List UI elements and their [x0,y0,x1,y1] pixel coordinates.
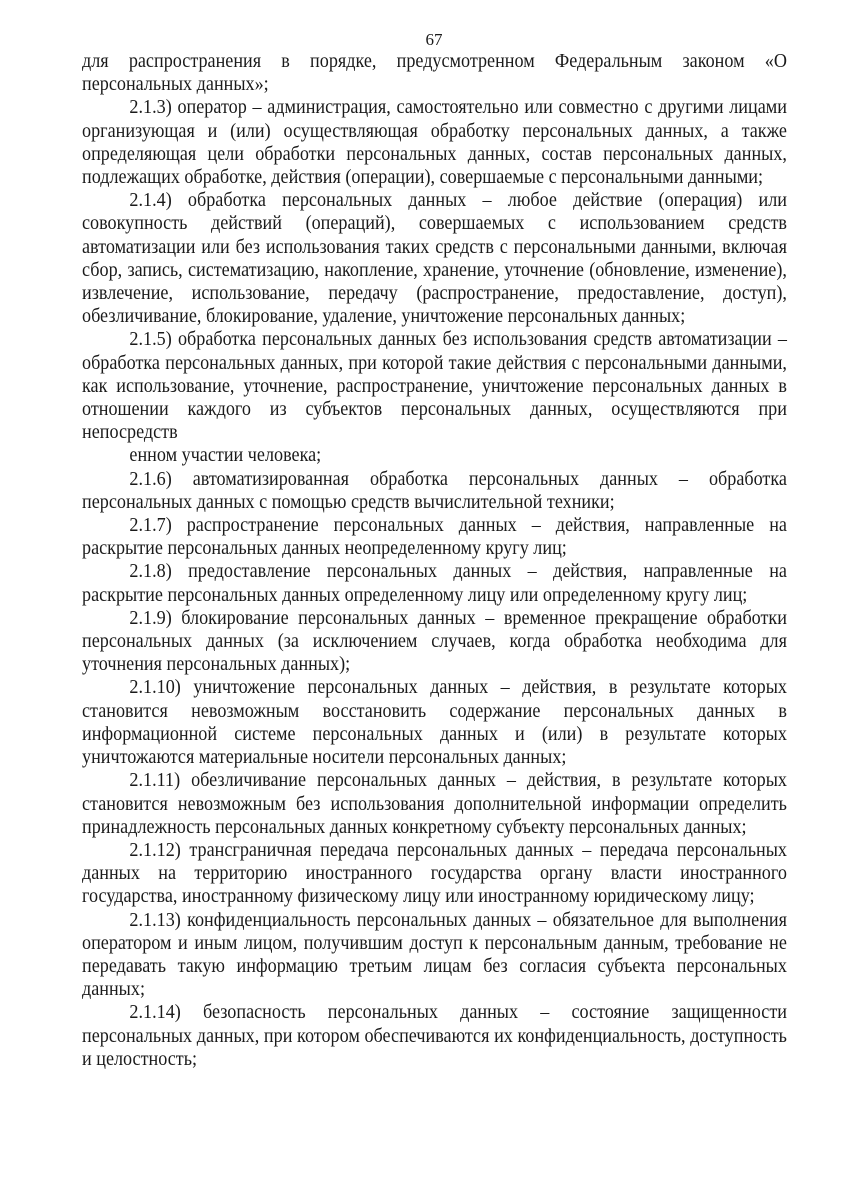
paragraph-text: обработка персональных данных – любое действие (операция) или совокупность действий (операций), совершаемых с использованием средств автоматизации или без использования таких средств с персональными данными, включая сбор, запись, систематизацию, накопление, хранение, уточнение (обновление, изменение), извлечение, использование, передачу (распространение, предоставление, доступ), обезличивание, блокирование, удаление, уничтожение персональных данных; [82,190,787,328]
definition-paragraph [82,96,787,189]
clause-number: 2.1.6) [129,468,172,490]
paragraph-text: предоставление персональных данных – действия, направленные на раскрытие персональных данных определенному лицу или определенному кругу лиц; [82,561,787,606]
definition-paragraph [82,839,787,909]
paragraph-text: конфиденциальность персональных данных – обязательное для выполнения оператором и иным лицом, получившим доступ к персональным данным, требование не передавать такую информацию третьим лицам без согласия субъекта персональных данных; [82,909,787,1001]
definition-paragraph [82,514,787,560]
definition-paragraph [82,189,787,328]
paragraph-text: оператор – администрация, самостоятельно или совместно с другими лицами организующая и (или) осуществляющая обработку персональных данных, а также определяющая цели обработки персональных данных, состав персональных данных, подлежащих обработке, действия (операции), совершаемые с персональными данными; [82,97,787,189]
clause-number: 2.1.3) [129,97,172,119]
clause-number: 2.1.7) [129,515,172,537]
definition-paragraph [82,769,787,839]
clause-number: 2.1.12) [129,839,181,861]
clause-number: 2.1.11) [129,770,181,792]
paragraph-text: уничтожение персональных данных – действия, в результате которых становится невозможным восстановить содержание персональных данных в информационной системе персональных данных и (или) в результате которых уничтожаются материальные носители персональных данных; [82,677,787,769]
paragraph-text: енном участии человека; [129,445,322,467]
paragraph-text: блокирование персональных данных – временное прекращение обработки персональных данных (за исключением случаев, когда обработка необходима для уточнения персональных данных); [82,607,787,676]
paragraph-text: обезличивание персональных данных – действия, в результате которых становится невозможным без использования дополнительной информации определить принадлежность персональных данных конкретному субъекту персональных данных; [82,770,787,838]
clause-number: 2.1.5) [129,329,172,351]
document-body [82,50,787,1071]
definition-paragraph [82,607,787,677]
definition-paragraph [82,1001,787,1071]
definition-paragraph [82,909,787,1002]
paragraph-text: трансграничная передача персональных данных – передача персональных данных на территорию иностранного государства органу власти иностранного государства, иностранному физическому лицу или иностранному юридическому лицу; [82,839,787,908]
definition-paragraph [82,328,787,444]
paragraph-text: безопасность персональных данных – состояние защищенности персональных данных, при котором обеспечиваются их конфиденциальность, доступность и целостность; [82,1002,787,1070]
clause-number: 2.1.4) [129,190,172,212]
clause-number: 2.1.14) [129,1002,181,1024]
definition-paragraph [82,560,787,606]
paragraph-continuation [82,50,787,96]
paragraph-text: для распространения в порядке, предусмотренном Федеральным законом «О персональных данных»; [82,51,787,96]
page-number: 67 [425,30,443,49]
clause-number: 2.1.10) [129,677,181,699]
paragraph-text: обработка персональных данных без использования средств автоматизации – обработка персональных данных, при которой такие действия с персональными данными, как использование, уточнение, распространение, уничтожение персональных данных в отношении каждого из субъектов персональных данных, осуществляются при непосредств [82,329,787,444]
definition-paragraph [82,468,787,514]
definition-paragraph [82,676,787,769]
paragraph-text: распространение персональных данных – действия, направленные на раскрытие персональных данных неопределенному кругу лиц; [82,515,787,560]
clause-number: 2.1.8) [129,561,172,583]
paragraph-text: автоматизированная обработка персональных данных – обработка персональных данных с помощью средств вычислительной техники; [82,468,787,513]
paragraph-fragment [82,444,787,467]
clause-number: 2.1.13) [129,909,181,931]
clause-number: 2.1.9) [129,607,172,629]
